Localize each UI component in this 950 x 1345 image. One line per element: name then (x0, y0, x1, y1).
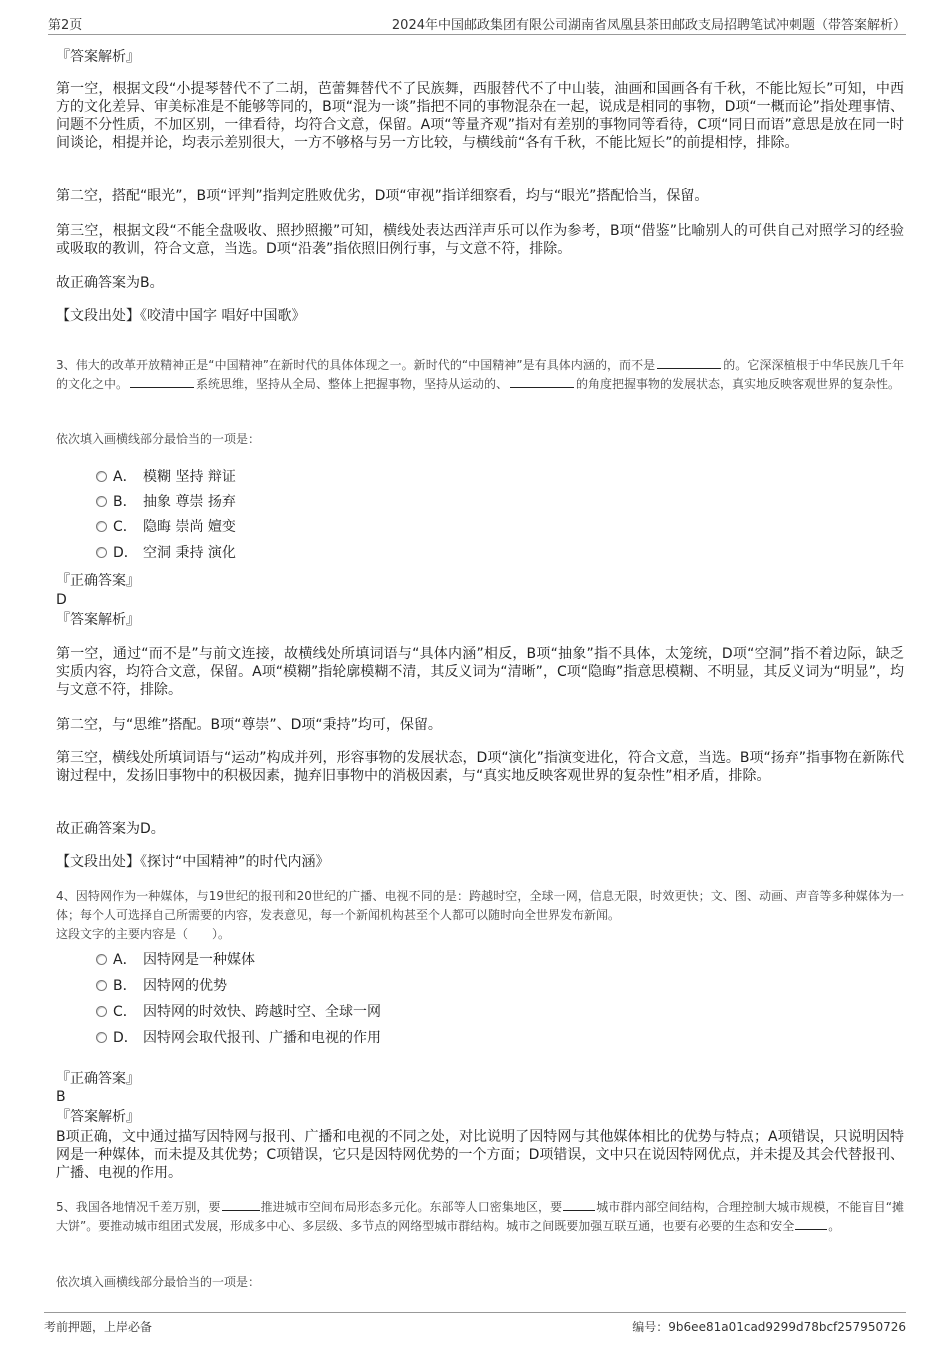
document-title: 2024年中国邮政集团有限公司湖南省凤凰县茶田邮政支局招聘笔试冲刺题（带答案解析） (391, 18, 906, 33)
q3-option-d[interactable] (96, 543, 236, 563)
option-key: D． (113, 545, 138, 561)
page-header (48, 14, 906, 35)
q3-correct-label: 『正确答案』 (56, 573, 140, 589)
radio-icon[interactable] (96, 980, 107, 991)
q4-analysis-label: 『答案解析』 (56, 1109, 140, 1125)
option-key: D． (113, 1030, 138, 1046)
radio-icon[interactable] (96, 1006, 107, 1017)
paragraph: 第一空，根据文段“小提琴替代不了二胡，芭蕾舞替代不了民族舞，西服替代不了中山装，油画和国画各有千秋，不能比短长”可知，中西方的文化差异、审美标准是不能够等同的，B项“混为一谈”指把不同的事物混杂在一起，说成是相同的事物，D项“一概而论”指处理事情、问题不分性质，不加区别，一律看待，均符合文意，保留。A项“等量齐观”指对有差别的事物同等看待，C项“同日而语”意思是放在同一时间谈论，相提并论，均表示差别很大，一方不够格与另一方比较，与横线前“各有千秋，不能比短长”的前提相悖，排除。 (56, 81, 904, 151)
option-text: 因特网是一种媒体 (143, 952, 255, 968)
q5-stem-part-b: 推进城市空间布局形态多元化。东部等人口密集地区，要 (260, 1200, 563, 1214)
option-text: 空洞 秉持 演化 (143, 545, 236, 561)
q3-analysis-para2 (56, 716, 904, 734)
q2-analysis-para3 (56, 222, 904, 258)
q3-stem (56, 356, 904, 394)
q5-stem-part-a: 5、我国各地情况千差万别，要 (56, 1200, 221, 1214)
radio-icon[interactable] (96, 496, 107, 507)
code-label: 编号： (632, 1320, 669, 1334)
q3-correct-answer: D (56, 592, 67, 608)
radio-icon[interactable] (96, 547, 107, 558)
q3-stem-part-d: 的角度把握事物的发展状态，真实地反映客观世界的复杂性。 (576, 377, 901, 391)
option-text: 模糊 坚持 辩证 (143, 469, 236, 485)
q3-stem-part-a: 3、伟大的改革开放精神正是“中国精神”在新时代的具体体现之一。新时代的“中国精神”是有具体内涵的，而不是 (56, 358, 656, 372)
paragraph: 故正确答案为B。 (56, 275, 164, 291)
page-number: 第2页 (48, 18, 83, 33)
page-footer (44, 1312, 906, 1337)
footer-code (632, 1318, 906, 1335)
option-text: 因特网的优势 (143, 978, 227, 994)
source-label: 【文段出处】 (56, 854, 140, 870)
fill-blank (795, 1217, 827, 1230)
q3-option-a[interactable] (96, 467, 236, 487)
option-key: A． (113, 469, 137, 485)
source-title: 《咬清中国字 唱好中国歌》 (140, 308, 306, 324)
q4-correct-answer: B (56, 1089, 66, 1105)
q5-stem-part-d: 。 (828, 1219, 841, 1233)
source-title: 《探讨“中国精神”的时代内涵》 (140, 854, 330, 870)
q4-option-b[interactable] (96, 976, 227, 996)
code-value: 9b6ee81a01cad9299d78bcf257950726 (668, 1320, 906, 1334)
q2-analysis-label: 『答案解析』 (56, 49, 140, 65)
source-label: 【文段出处】 (56, 308, 140, 324)
radio-icon[interactable] (96, 471, 107, 482)
option-key: C． (113, 519, 137, 535)
radio-icon[interactable] (96, 1032, 107, 1043)
q3-option-c[interactable] (96, 517, 236, 537)
paragraph: B项正确，文中通过描写因特网与报刊、广播和电视的不同之处，对比说明了因特网与其他媒体相比的优势与特点；A项错误，只说明因特网是一种媒体，而未提及其优势；C项错误，它只是因特网优势的一个方面；D项错误，文中只在说因特网优点，并未提及其会代替报刊、广播、电视的作用。 (56, 1129, 904, 1181)
footer-slogan: 考前押题，上岸必备 (44, 1320, 153, 1334)
option-text: 抽象 尊崇 扬弃 (143, 494, 236, 510)
q4-option-d[interactable] (96, 1028, 381, 1048)
q3-source (56, 853, 904, 871)
q4-option-a[interactable] (96, 950, 255, 970)
paragraph: 第二空，与“思维”搭配。B项“尊崇”、D项“秉持”均可，保留。 (56, 717, 442, 733)
q5-instruction (56, 1273, 904, 1292)
q4-question-text: 这段文字的主要内容是（ ）。 (56, 927, 231, 941)
option-key: C． (113, 1004, 137, 1020)
q5-stem (56, 1198, 904, 1236)
fill-blank (657, 356, 721, 369)
q4-correct-label: 『正确答案』 (56, 1071, 140, 1087)
q5-stem-part-c: 城市群内部空间结构，合理控制大城市规模，不能盲目“摊大饼”。要推动城市组团式发展，形成多中心、多层级、多节点的网络型城市群结构。城市之间既要加强互联互通，也要有必要的生态和安全 (56, 1200, 904, 1233)
fill-blank (130, 375, 194, 388)
option-text: 隐晦 崇尚 嬗变 (143, 519, 236, 535)
paragraph: 第一空，通过“而不是”与前文连接，故横线处所填词语与“具体内涵”相反，B项“抽象”指不具体，太笼统，D项“空洞”指不着边际，缺乏实质内容，均符合文意，保留。A项“模糊”指轮廓模糊不清，其反义词为“清晰”，C项“隐晦”指意思模糊、不明显，其反义词为“明显”，均与文意不符，排除。 (56, 646, 904, 698)
fill-blank (510, 375, 574, 388)
radio-icon[interactable] (96, 954, 107, 965)
paragraph: 第三空，根据文段“不能全盘吸收、照抄照搬”可知，横线处表达西洋声乐可以作为参考，B项“借鉴”比喻别人的可供自己对照学习的经验或吸取的教训，符合文意，当选。D项“沿袭”指依照旧例行事，与文意不符，排除。 (56, 223, 904, 257)
q2-analysis-para2 (56, 187, 904, 205)
q3-analysis-para3 (56, 749, 904, 785)
paragraph: 第三空，横线处所填词语与“运动”构成并列，形容事物的发展状态，D项“演化”指演变进化，符合文意，当选。B项“扬弃”指事物在新陈代谢过程中，发扬旧事物中的积极因素，抛弃旧事物中的消极因素，与“真实地反映客观世界的复杂性”相矛盾，排除。 (56, 750, 904, 784)
instruction-text: 依次填入画横线部分最恰当的一项是： (56, 1275, 261, 1289)
q3-stem-part-c: 系统思维，坚持从全局、整体上把握事物，坚持从运动的、 (196, 377, 509, 391)
paragraph: 第二空，搭配“眼光”，B项“评判”指判定胜败优劣，D项“审视”指详细察看，均与“眼光”搭配恰当，保留。 (56, 188, 709, 204)
option-text: 因特网会取代报刊、广播和电视的作用 (143, 1030, 381, 1046)
q2-conclusion (56, 274, 904, 292)
option-key: A． (113, 952, 137, 968)
q3-stem-part-b: 的。它深深植根于中华民族几千年的文化之中。 (56, 358, 904, 391)
q3-conclusion (56, 820, 904, 838)
option-text: 因特网的时效快、跨越时空、全球一网 (143, 1004, 381, 1020)
q3-option-b[interactable] (96, 492, 236, 512)
option-key: B． (113, 494, 137, 510)
option-key: B． (113, 978, 137, 994)
instruction-text: 依次填入画横线部分最恰当的一项是： (56, 432, 261, 446)
q2-source (56, 307, 904, 325)
q3-instruction (56, 430, 904, 449)
paragraph: 故正确答案为D。 (56, 821, 165, 837)
radio-icon[interactable] (96, 521, 107, 532)
q2-analysis-para1 (56, 80, 904, 152)
fill-blank (563, 1198, 595, 1211)
q4-stem-text: 4、因特网作为一种媒体，与19世纪的报刊和20世纪的广播、电视不同的是：跨越时空，全球一网，信息无限，时效更快；文、图、动画、声音等多种媒体为一体；每个人可选择自己所需要的内容，发表意见，每一个新闻机构甚至个人都可以随时向全世界发布新闻。 (56, 889, 904, 922)
q4-analysis (56, 1128, 904, 1182)
q3-analysis-label: 『答案解析』 (56, 612, 140, 628)
q4-stem (56, 887, 904, 943)
fill-blank (222, 1198, 260, 1211)
q3-analysis-para1 (56, 645, 904, 699)
q4-option-c[interactable] (96, 1002, 381, 1022)
